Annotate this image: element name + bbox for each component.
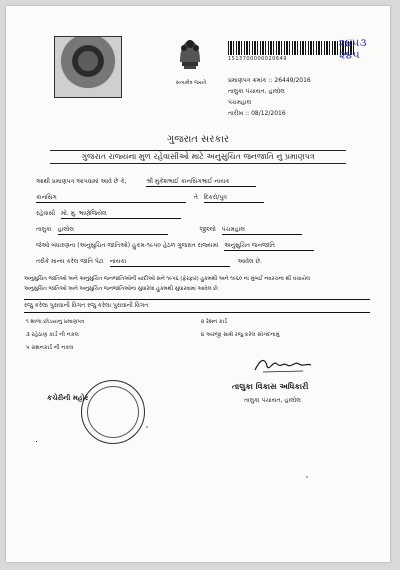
handwritten-line-1: ૨૪૫૩ [338,35,367,50]
village-row [36,210,181,219]
scan-speck [306,476,308,478]
issuing-office: તાલુકા પંચાયત, હાલોલ [228,88,285,95]
certificate-title: ગુજરાત રાજ્યના મુળ રહેવાસીઓ માટે અનુસુચિત જનજાતિ નું પ્રમાણપત્ર [50,150,346,164]
applicant-name: શ્રી મુકેશભાઈ કાનસિંગભાઈ નાયક [146,178,256,187]
national-emblem-icon [172,34,208,78]
seal-label: કચેરીની મહોર [47,394,89,402]
handwritten-note [339,36,386,66]
order-text: જેઓ બંધારણના (અનુસુચિત જાતિઓ) હુકમ-૧૯૫૦ હેઠળ ગુજરાત રાજ્યમાં [36,242,219,249]
signature-icon [253,356,313,374]
relation: દિકરો/પુત્ર [204,194,264,203]
tribe-status: અનુસુચિત જનજાતિ [224,242,314,251]
district: પંચમહાલ [222,226,302,235]
date-label: તારીખ :: [228,110,250,117]
document-item: ૫ રાશનકાર્ડ ની નકલ [26,345,74,351]
signatory-title: તાલુકા વિકાસ અધિકારી [232,382,309,391]
barcode [228,41,356,63]
certificate-meta [228,75,378,119]
scan-speck [146,426,148,428]
number-label: પ્રમાણપત્ર ક્રમાંક :: [228,77,273,84]
village: મો. મુ. ભાણેજિયેલ [61,210,181,219]
taluka-row [36,226,302,235]
body-line-2: અનુસુચિત જાતિઓ અને અનુસુચિત જનજાતિઓના સુધારેલા હુકમથી સુધારવામાં આવેલ છે. [24,286,220,292]
barcode-bars [228,41,356,55]
order-row [36,242,314,251]
rule-top [24,299,370,300]
district-label: જીલ્લો [199,226,216,233]
barcode-number: 1513700000020649 [228,56,287,62]
scan-artifact [36,441,37,442]
body-line-1: અનુસુચિત જાતિઓ અને અનુસુચિત જનજાતિઓની યાદીઓ સને ૧૯૫૬ (ફેરફાર) હુકમથી અને ૧૯૬૦ ના મુંબઈ નવરચના થી વંચાયેલ [24,276,310,282]
village-label: રહેવાસી [36,210,56,217]
documents-heading: રજુ કરેલા પુરાવાની વિગત રજુ કરેલા પુરાવાની વિગત [24,302,149,309]
signatory-office: તાલુકા પંચાયત, હાલોલ [244,397,301,404]
emblem-caption: સત્યમેવ જયતે [175,80,207,86]
caste-row [36,258,262,267]
relation-label: તે [193,194,198,201]
caste: નાયકા [110,258,230,267]
taluka: હાલોલ [58,226,168,235]
applicant-photo [54,36,122,98]
certificate-number: 26449/2016 [274,77,311,84]
taluka-label: તાલુકા [36,226,52,233]
rule-docs [24,312,370,313]
document-item: ૨ રેશન કાર્ડ [201,319,228,325]
document-item: ૧ શાળા છોડયાનુ પ્રમાણપત્ર [26,319,85,325]
caste-label: તરીકે માન્ય કરેલ જાતિ પેટા [36,258,104,265]
father-name: કાનસિંગ [36,194,186,203]
intro-row [36,178,256,187]
intro-prefix: આથી પ્રમાણપત્ર આપવામાં આવે છે કે, [36,178,127,185]
document-item: ૪ અરજી સાથે રજુ કરેલ સોગંદનામું [201,332,280,338]
issuing-district: પંચમહાલ [228,99,252,106]
office-seal [81,380,145,444]
certificate-page [6,6,390,562]
issue-date: 08/12/2016 [251,110,286,117]
father-row [36,194,264,203]
handwritten-line-2: ૨૪૫ [338,48,360,62]
document-item: ૩ રહેઠાણ કાર્ડ ની નકલ [26,332,79,338]
caste-suffix: આવેલ છે. [237,258,262,265]
government-title: ગુજરાત સરકાર [166,134,230,145]
